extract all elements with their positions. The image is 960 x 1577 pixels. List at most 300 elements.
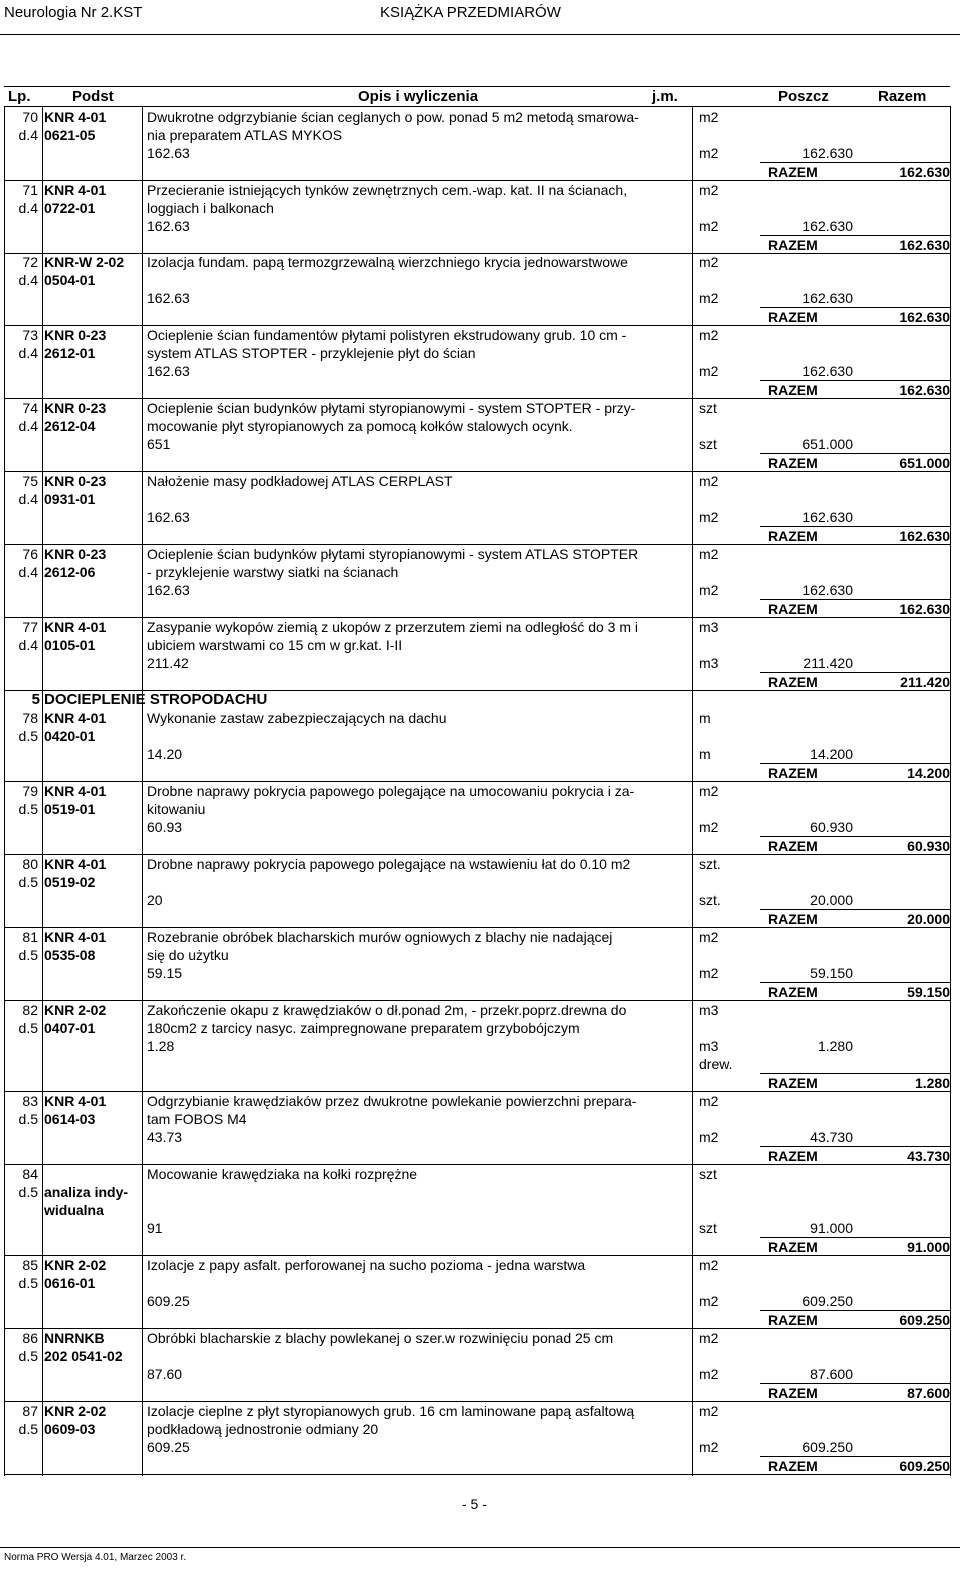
basis-catalog: KNR 4-01 (44, 1093, 107, 1109)
calc-unit: szt (699, 436, 717, 452)
unit: m2 (699, 1403, 719, 1419)
grid-opis (692, 106, 693, 1476)
calc-result: 162.630 (802, 363, 853, 379)
calc-unit: m2 (699, 819, 719, 835)
calc-unit: m2 (699, 582, 719, 598)
table-row (4, 1256, 950, 1328)
total-label: RAZEM (768, 1239, 818, 1255)
total-label: RAZEM (768, 674, 818, 690)
total-value: 651.000 (899, 455, 950, 471)
basis-code: 2612-04 (44, 418, 96, 434)
total-label: RAZEM (768, 1148, 818, 1164)
calculation-row (147, 1438, 952, 1456)
basis-code: 0931-01 (44, 491, 96, 507)
lp-ref: d.5 (18, 1421, 38, 1437)
basis-catalog (44, 1165, 144, 1183)
basis-catalog: KNR 4-01 (44, 109, 107, 125)
lp-cell (4, 326, 38, 362)
calc-value: 162.63 (147, 145, 190, 161)
description-line: Drobne naprawy pokrycia papowego polegające na wstawieniu łat do 0.10 m2 (147, 856, 631, 872)
lp-cell (4, 709, 38, 745)
description-line: 180cm2 z tarcicy nasyc. zaimpregnowane preparatem grzybobójczym (147, 1020, 580, 1036)
description-line: Przecieranie istniejących tynków zewnętrznych cem.-wap. kat. II na ścianach, (147, 182, 628, 198)
basis-cell (44, 1092, 144, 1128)
total-label: RAZEM (768, 601, 818, 617)
calc-unit: m (699, 746, 711, 762)
total-row (760, 235, 950, 254)
lp-number: 85 (22, 1257, 38, 1273)
description-cell (147, 618, 695, 654)
total-row (760, 162, 950, 181)
col-razem: Razem (878, 88, 927, 105)
lp-cell (4, 1165, 38, 1201)
total-value: 20.000 (907, 911, 950, 927)
total-value: 162.630 (899, 164, 950, 180)
total-row (760, 1456, 950, 1475)
description-line: tam FOBOS M4 (147, 1111, 247, 1127)
calc-value: 87.60 (147, 1366, 183, 1382)
calc-unit: m2 (699, 1129, 719, 1145)
total-value: 59.150 (907, 984, 950, 1000)
description-line: się do użytku (147, 947, 229, 963)
total-label: RAZEM (768, 1458, 818, 1474)
lp-cell (4, 253, 38, 289)
table-row (4, 782, 950, 854)
lp-ref: d.4 (18, 491, 38, 507)
page-header (0, 0, 960, 26)
description-line: Ocieplenie ścian fundamentów płytami polistyren ekstrudowany grub. 10 cm - (147, 327, 627, 343)
total-value: 211.420 (900, 674, 950, 690)
total-row (760, 526, 950, 545)
lp-number: 82 (22, 1002, 38, 1018)
unit-cell (699, 108, 759, 126)
basis-catalog: KNR 2-02 (44, 1002, 107, 1018)
lp-number: 83 (22, 1093, 38, 1109)
total-label: RAZEM (768, 1385, 818, 1401)
description-cell (147, 855, 695, 873)
calc-value: 60.93 (147, 819, 183, 835)
basis-code: 0621-05 (44, 127, 96, 143)
calc-result: 162.630 (802, 290, 853, 306)
basis-cell (44, 545, 144, 581)
lp-number: 81 (22, 929, 38, 945)
description-cell (147, 108, 695, 144)
calc-unit: m3 (699, 1038, 719, 1054)
calc-value: 59.15 (147, 965, 183, 981)
unit: m3 (699, 619, 719, 635)
total-label: RAZEM (768, 1312, 818, 1328)
lp-cell (4, 855, 38, 891)
lp-cell (4, 108, 38, 144)
lp-ref: d.5 (18, 1020, 38, 1036)
calculation-row (147, 1037, 952, 1055)
description-cell (147, 709, 695, 727)
calc-value: 20 (147, 892, 163, 908)
lp-number: 87 (22, 1403, 38, 1419)
total-row (760, 1310, 950, 1329)
basis-code: 2612-06 (44, 564, 96, 580)
calc-result: 651.000 (802, 436, 853, 452)
total-row (760, 599, 950, 618)
unit-cell (699, 472, 759, 490)
lp-ref: d.5 (18, 874, 38, 890)
total-value: 1.280 (914, 1075, 950, 1091)
total-value: 162.630 (899, 601, 950, 617)
calc-value: 211.42 (147, 655, 189, 671)
basis-code: 0407-01 (44, 1020, 96, 1036)
description-line: Odgrzybianie krawędziaków przez dwukrotne powlekanie powierzchni prepara- (147, 1093, 637, 1109)
total-value: 609.250 (899, 1312, 950, 1328)
calculation-row (147, 1292, 952, 1310)
lp-cell (4, 782, 38, 818)
table-row (4, 855, 950, 927)
total-value: 91.000 (907, 1239, 950, 1255)
unit-cell (699, 399, 759, 417)
total-label: RAZEM (768, 309, 818, 325)
unit: szt (699, 1166, 717, 1182)
description-cell (147, 1329, 695, 1347)
table-row (4, 1165, 950, 1255)
table-row (4, 1092, 950, 1164)
description-line: nia preparatem ATLAS MYKOS (147, 127, 343, 143)
calc-result: 87.600 (810, 1366, 853, 1382)
calculation-row (147, 1219, 952, 1237)
lp-number: 77 (22, 619, 38, 635)
basis-code: 0420-01 (44, 728, 96, 744)
calc-result: 211.420 (803, 655, 853, 671)
basis-cell (44, 928, 144, 964)
table-row (4, 1402, 950, 1474)
total-label: RAZEM (768, 455, 818, 471)
lp-cell (4, 1256, 38, 1292)
lp-number: 86 (22, 1330, 38, 1346)
lp-ref: d.4 (18, 418, 38, 434)
basis-catalog: NNRNKB (44, 1330, 105, 1346)
description-line: Rozebranie obróbek blacharskich murów ogniowych z blachy nie nadającej (147, 929, 613, 945)
calc-value: 651 (147, 436, 171, 452)
unit: m2 (699, 1093, 719, 1109)
unit-cell (699, 545, 759, 563)
total-label: RAZEM (768, 528, 818, 544)
calc-unit: szt. (699, 892, 721, 908)
total-row (760, 982, 950, 1001)
lp-cell (4, 545, 38, 581)
calculation-row (147, 217, 952, 235)
unit: m2 (699, 929, 719, 945)
lp-cell (4, 472, 38, 508)
basis-cell (44, 855, 144, 891)
calc-value: 162.63 (147, 290, 190, 306)
calc-value: 162.63 (147, 509, 190, 525)
calc-unit: m2 (699, 363, 719, 379)
table-row (4, 545, 950, 617)
unit-cell (699, 1402, 759, 1420)
document-name: Neurologia Nr 2.KST (4, 4, 143, 21)
description-line: Izolacja fundam. papą termozgrzewalną wierzchniego krycia jednowarstwowe (147, 254, 628, 270)
calc-result: 162.630 (802, 218, 853, 234)
unit: m2 (699, 546, 719, 562)
calc-result: 609.250 (802, 1439, 853, 1455)
lp-ref: d.4 (18, 345, 38, 361)
total-row (760, 1383, 950, 1402)
description-cell (147, 326, 695, 362)
table-row (4, 472, 950, 544)
unit-cell (699, 1092, 759, 1110)
basis-cell (44, 1402, 144, 1438)
row-divider (4, 1474, 950, 1475)
lp-cell (4, 1092, 38, 1128)
unit: m2 (699, 1330, 719, 1346)
description-line: Wykonanie zastaw zabezpieczających na dachu (147, 710, 447, 726)
calc-unit: m2 (699, 1439, 719, 1455)
calculation-row (147, 144, 952, 162)
description-line: loggiach i balkonach (147, 200, 274, 216)
calc-result: 162.630 (802, 509, 853, 525)
lp-ref: d.5 (18, 1184, 38, 1200)
basis-cell (44, 709, 144, 745)
basis-cell (44, 326, 144, 362)
col-poszcz: Poszcz (778, 88, 829, 105)
calculation-row (147, 1128, 952, 1146)
lp-ref: d.5 (18, 1348, 38, 1364)
calculation-row (147, 654, 952, 672)
basis-code: 0722-01 (44, 200, 96, 216)
description-cell (147, 1092, 695, 1128)
unit: m2 (699, 473, 719, 489)
calc-unit: szt (699, 1220, 717, 1236)
total-value: 162.630 (899, 382, 950, 398)
calc-value: 162.63 (147, 363, 190, 379)
table-row (4, 181, 950, 253)
calc-value: 14.20 (147, 746, 183, 762)
calc-unit: m2 (699, 965, 719, 981)
lp-cell (4, 1329, 38, 1365)
description-cell (147, 782, 695, 818)
unit-cell (699, 253, 759, 271)
table-row (4, 1001, 950, 1091)
calc-result: 20.000 (810, 892, 853, 908)
calc-unit: drew. (699, 1056, 733, 1072)
lp-ref: d.4 (18, 637, 38, 653)
total-row (760, 1073, 950, 1092)
basis-cell (44, 108, 144, 144)
lp-number: 80 (22, 856, 38, 872)
lp-ref: d.5 (18, 801, 38, 817)
lp-ref: d.5 (18, 1111, 38, 1127)
basis-cell (44, 1256, 144, 1292)
basis-code: 0535-08 (44, 947, 96, 963)
lp-number: 84 (22, 1166, 38, 1182)
basis-cell (44, 618, 144, 654)
description-line: - przyklejenie warstwy siatki na ścianach (147, 564, 399, 580)
basis-code: analiza indy- (44, 1184, 129, 1200)
basis-catalog: KNR 0-23 (44, 473, 107, 489)
total-row (760, 1146, 950, 1165)
description-cell (147, 1001, 695, 1037)
calc-result: 91.000 (810, 1220, 853, 1236)
total-row (760, 380, 950, 399)
lp-ref: d.4 (18, 127, 38, 143)
total-value: 609.250 (899, 1458, 950, 1474)
unit: m2 (699, 783, 719, 799)
basis-code: 0105-01 (44, 637, 96, 653)
description-line: mocowanie płyt styropianowych za pomocą kołków stalowych ocynk. (147, 418, 573, 434)
basis-catalog: KNR 4-01 (44, 929, 107, 945)
table-row (4, 709, 950, 781)
unit: m2 (699, 327, 719, 343)
description-line: Izolacje z papy asfalt. perforowanej na sucho pozioma - jedna warstwa (147, 1257, 586, 1273)
unit-cell (699, 1165, 759, 1183)
description-cell (147, 181, 695, 217)
description-line: system ATLAS STOPTER - przyklejenie płyt do ścian (147, 345, 476, 361)
total-value: 162.630 (899, 528, 950, 544)
lp-number: 74 (22, 400, 38, 416)
basis-cell (44, 1165, 144, 1219)
unit-cell (699, 1001, 759, 1019)
basis-cell (44, 253, 144, 289)
basis-code: 0504-01 (44, 272, 96, 288)
calc-unit: m2 (699, 145, 719, 161)
lp-cell (4, 181, 38, 217)
unit-cell (699, 326, 759, 344)
total-value: 60.930 (907, 838, 950, 854)
unit: m2 (699, 109, 719, 125)
calculation-row (147, 818, 952, 836)
description-line: kitowaniu (147, 801, 206, 817)
grid-lp (42, 106, 43, 1476)
basis-catalog: KNR 4-01 (44, 182, 107, 198)
basis-code: 2612-01 (44, 345, 96, 361)
total-value: 162.630 (899, 237, 950, 253)
calculation-row (147, 964, 952, 982)
basis-cell (44, 1329, 144, 1365)
footer-divider (0, 1547, 960, 1548)
lp-number: 75 (22, 473, 38, 489)
document-title: KSIĄŻKA PRZEDMIARÓW (380, 4, 561, 21)
calc-unit: m2 (699, 218, 719, 234)
grid-left (4, 106, 5, 1476)
unit-cell (699, 618, 759, 636)
total-label: RAZEM (768, 382, 818, 398)
total-value: 14.200 (907, 765, 950, 781)
description-cell (147, 1165, 695, 1183)
lp-number: 72 (22, 254, 38, 270)
footer-text: Norma PRO Wersja 4.01, Marzec 2003 r. (4, 1552, 187, 1563)
unit-cell (699, 782, 759, 800)
lp-cell (4, 399, 38, 435)
calc-value: 43.73 (147, 1129, 183, 1145)
total-row (760, 672, 950, 691)
total-label: RAZEM (768, 838, 818, 854)
total-row (760, 307, 950, 326)
unit: m (699, 710, 711, 726)
basis-catalog: KNR 0-23 (44, 327, 107, 343)
calculation-row (147, 289, 952, 307)
table-row (4, 928, 950, 1000)
calc-value: 91 (147, 1220, 163, 1236)
lp-number: 71 (22, 182, 38, 198)
description-line: Zakończenie okapu z krawędziaków o dł.ponad 2m, - przekr.poprz.drewna do (147, 1002, 627, 1018)
lp-cell (4, 928, 38, 964)
description-cell (147, 472, 695, 490)
description-line: podkładową jednostronie odmiany 20 (147, 1421, 379, 1437)
calc-value: 1.28 (147, 1038, 175, 1054)
section-title: DOCIEPLENIE STROPODACHU (44, 691, 268, 708)
total-label: RAZEM (768, 237, 818, 253)
calculation-row (147, 581, 952, 599)
lp-ref: d.5 (18, 1275, 38, 1291)
unit: m2 (699, 1257, 719, 1273)
col-lp: Lp. (8, 88, 31, 105)
lp-ref: d.4 (18, 564, 38, 580)
calc-result: 60.930 (810, 819, 853, 835)
col-podst: Podst (72, 88, 114, 105)
basis-cell (44, 472, 144, 508)
total-value: 43.730 (907, 1148, 950, 1164)
basis-catalog: KNR 4-01 (44, 619, 107, 635)
lp-ref: d.5 (18, 728, 38, 744)
basis-catalog: KNR 4-01 (44, 710, 107, 726)
total-row (760, 909, 950, 928)
calc-result: 609.250 (802, 1293, 853, 1309)
unit-cell (699, 855, 759, 873)
description-cell (147, 253, 695, 271)
table-row (4, 618, 950, 690)
lp-cell (4, 1001, 38, 1037)
table-header (4, 86, 950, 107)
basis-cell (44, 399, 144, 435)
basis-cell (44, 782, 144, 818)
header-divider (0, 34, 960, 35)
col-jm: j.m. (652, 88, 678, 105)
unit: m3 (699, 1002, 719, 1018)
calc-result: 59.150 (810, 965, 853, 981)
calculation-row (147, 1365, 952, 1383)
calculation-row (147, 435, 952, 453)
grid-podst (142, 106, 143, 1476)
calc-result: 162.630 (802, 145, 853, 161)
description-cell (147, 399, 695, 435)
description-line: Mocowanie krawędziaka na kołki rozprężne (147, 1166, 418, 1182)
basis-cell (44, 181, 144, 217)
basis-code: 202 0541-02 (44, 1348, 123, 1364)
description-line: Ocieplenie ścian budynków płytami styropianowymi - system STOPTER - przy- (147, 400, 636, 416)
basis-catalog: KNR 2-02 (44, 1403, 107, 1419)
section-number: 5 (31, 691, 40, 708)
lp-number: 76 (22, 546, 38, 562)
calculation-row (147, 508, 952, 526)
unit-cell (699, 928, 759, 946)
calc-result: 1.280 (817, 1038, 853, 1054)
lp-cell (4, 618, 38, 654)
lp-ref: d.5 (18, 947, 38, 963)
description-line: Ocieplenie ścian budynków płytami styropianowymi - system ATLAS STOPTER (147, 546, 639, 562)
lp-number: 79 (22, 783, 38, 799)
total-label: RAZEM (768, 1075, 818, 1091)
description-cell (147, 1256, 695, 1274)
col-opis: Opis i wyliczenia (358, 88, 479, 105)
calc-unit: m3 (699, 655, 719, 671)
table-row (4, 326, 950, 398)
total-value: 162.630 (899, 309, 950, 325)
basis-catalog: KNR 2-02 (44, 1257, 107, 1273)
description-line: Nałożenie masy podkładowej ATLAS CERPLAST (147, 473, 453, 489)
basis-code: 0519-02 (44, 874, 96, 890)
basis-catalog: KNR-W 2-02 (44, 254, 125, 270)
description-line: Obróbki blacharskie z blachy powlekanej o szer.w rozwinięciu ponad 25 cm (147, 1330, 614, 1346)
calc-result: 43.730 (810, 1129, 853, 1145)
basis-catalog: KNR 4-01 (44, 783, 107, 799)
